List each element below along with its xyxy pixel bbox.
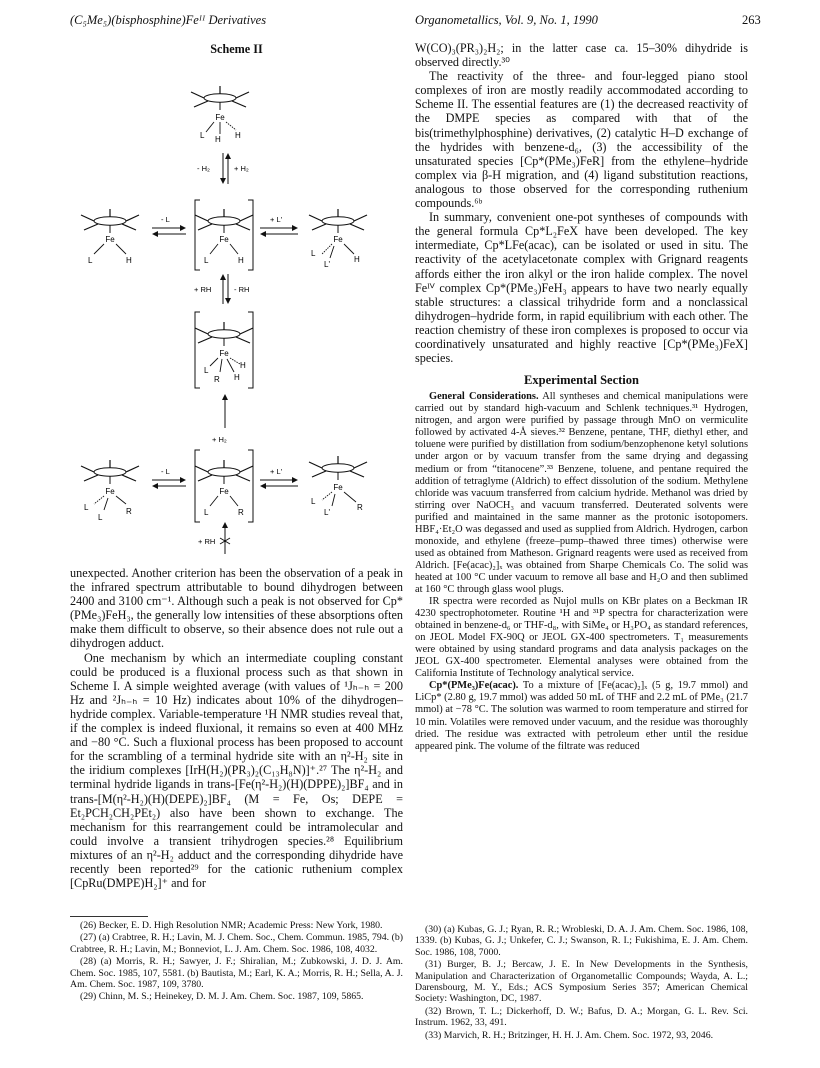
paragraph: One mechanism by which an intermediate coupling constant could be produced is a fluxional process such as that shown in Scheme I. A simple weighted average (with values of ¹Jₕ₋ₕ = 200 Hz and ²Jₕ₋ₕ = 10 Hz) indicates about 10% of the dihydrogen–hydride complex. Variable-temperature ¹H NMR studies reveal that, if the complex is indeed fluxional, it remains so even at 400 MHz and −80 °C. Such a fluxional process has been proposed to account for the scrambling of a terminal hydride site with an η²-H₂ site in the iridium complexes [IrH(H₂)(PR₃)₂(C₁₃H₈N)]⁺.²⁷ The η²-H₂ and terminal hydride ligands in trans-[Fe(η²-H₂)(H)(DPPE)₂]BF₄ and in trans-[M(η²-H₂)(H)(DEPE)₂]BF₄ (M = Fe, Os; DEPE = Et₂PCH₂CH₂PEt₂) also have been shown to exchange. The mechanism for this rearrangement could be intramolecular and could involve a transient trihydrogen species.²⁸ Equilibrium mixtures of an η²-H₂ adduct and the corresponding dihydride have recently been reported²⁹ for the cationic ruthenium complex [CpRu(DMPE)H₂]⁺ and for	[70, 650, 403, 891]
complex-row2-left	[81, 460, 139, 522]
running-header-journal: Organometallics, Vol. 9, No. 1, 1990	[415, 13, 598, 27]
footnotes-left	[70, 920, 403, 1004]
fe-atom: Fe	[105, 235, 115, 244]
ligand-l: L	[204, 508, 209, 517]
complex-row1-left	[81, 209, 139, 265]
footnote: (29) Chinn, M. S.; Heinekey, D. M. J. Am. Chem. Soc. 1987, 109, 5865.	[80, 991, 364, 1003]
paragraph-text: All syntheses and chemical manipulations were carried out by standard high-vacuum and Schlenk techniques.³¹ Hydrogen, nitrogen, and argon were purified by passage through MnO on vermiculite followed by activated 4-Å sieves.³² Benzene, pentane, THF, diethyl ether, and toluene were purified by distillation from sodium/benzophenone ketyl solutions under argon or by vacuum transfer from the same drying and degassing medium or from “titanocene”.³³ Benzene, toluene, and pentane required the addition of tetraglyme (Aldrich) to effect dissolution of the sodium. Methylene chloride was vacuum transferred from calcium hydride. Methanol was dried by stirring over NaOCH₃ and vacuum transferred. Deuterated solvents were purified and maintained in the same manner as the protonic isotopomers. HBF₄·Et₂O was degassed and used as supplied from Aldrich. Hydrogen, carbon monoxide, and ethylene (freeze–pump–thawed three times) otherwise were used as obtained from Matheson. Grignard reagents were used as received from Aldrich. [Fe(acac)₂]ₓ was obtained from Sharpe Chemicals Co. The solid was heated at 100 °C under vacuum to remove all base and H₂O and then sublimed at 160 °C through glass wool plugs.	[415, 391, 748, 595]
paragraph-ir: IR spectra were recorded as Nujol mulls on KBr plates on a Beckman IR 4230 spectrophotometer. Routine ¹H and ³¹P spectra for characterization were obtained in benzene-d₆ or THF-d₈, with SiMe₄ or H₃PO₄ as standard references, on JEOL Model FX-90Q or JEOL GX-400 spectrometers. T₁ measurements were obtained by using standard programs and data analysis packages on the JEOL GX-400 spectrometer. Elemental analyses were obtained from the California Institute of Technology analytical service.	[415, 596, 748, 680]
paragraph-text: To a mixture of [Fe(acac)₂]ₓ (5 g, 19.7 mmol) and LiCp* (2.80 g, 19.7 mmol) was added 50 mL of THF and 2.2 mL of PMe₃ (21.7 mmol) at −78 °C. The solution was warmed to room temperature and stirred for 10 min. Volatiles were removed under vacuum, and the residue was thoroughly dried. The residue was extracted with petroleum ether until the residue appeared pink. The volume of the filtrate was reduced	[415, 680, 748, 752]
complex-row1-right	[309, 209, 367, 269]
ligand-h: H	[354, 255, 360, 264]
footnote: (27) (a) Crabtree, R. H.; Lavin, M. J. Chem. Soc., Chem. Commun. 1985, 794. (b) Crabtree, R. H.; Lavin, M.; Bonneviot, L. J. Am. Chem. Soc. 1986, 108, 4032.	[70, 932, 403, 955]
ligand-h: H	[234, 373, 240, 382]
ligand-l: L	[204, 366, 209, 375]
ligand-r: R	[126, 507, 132, 516]
ligand-l: L	[84, 503, 89, 512]
footnote-rule	[70, 916, 148, 917]
ligand-h: H	[215, 135, 221, 144]
label-plus-h2: + H₂	[234, 164, 249, 173]
ligand-l: L	[98, 513, 103, 522]
ligand-l: L	[311, 249, 316, 258]
label-minus-h2: - H₂	[197, 164, 210, 173]
ligand-l: L	[200, 131, 205, 140]
ligand-r: R	[238, 508, 244, 517]
scheme-ii-diagram	[70, 58, 403, 563]
ligand-h: H	[235, 131, 241, 140]
complex-middle	[195, 322, 253, 384]
ligand-l: L	[88, 256, 93, 265]
ligand-lprime: L'	[324, 260, 330, 269]
label-plus-rh: + RH	[194, 285, 212, 294]
footnote: (31) Burger, B. J.; Bercaw, J. E. In New Developments in the Synthesis, Manipulation and Characterization of Organometallic Compounds; Wayda, A. L.; Darensbourg, M. Y., Eds.; ACS Symposium Series 357; American Chemical Society: Washington, DC, 1987.	[415, 959, 748, 1005]
paragraph: W(CO)₃(PR₃)₂H₂; in the latter case ca. 15–30% dihydride is observed directly.³⁰	[415, 41, 748, 70]
fe-atom: Fe	[219, 349, 229, 358]
ligand-h: H	[240, 361, 246, 370]
ligand-h: H	[126, 256, 132, 265]
ligand-l: L	[204, 256, 209, 265]
label-minus-l: - L	[161, 215, 170, 224]
complex-top	[191, 86, 249, 144]
ligand-r: R	[357, 503, 363, 512]
complex-row2-right	[309, 456, 367, 517]
paragraph: unexpected. Another criterion has been the observation of a peak in the infrared spectrum attributable to bound dihydrogen between 2400 and 3100 cm⁻¹. Although such a peak is not observed for Cp*(PMe₃)FeH₃, the generally low intensities of these absorptions often make them difficult to observe, so their absence does not rule out a dihydrogen adduct.	[70, 566, 403, 651]
footnote: (28) (a) Morris, R. H.; Sawyer, J. F.; Shiralian, M.; Zubkowski, J. D. J. Am. Chem. Soc. 1985, 107, 5581. (b) Bautista, M.; Earl, K. A.; Morris, R. H.; Sella, A. J. Am. Chem. Soc. 1987, 109, 3780.	[70, 956, 403, 991]
left-column-body	[70, 566, 403, 890]
run-in-heading: Cp*(PMe₃)Fe(acac).	[429, 680, 519, 692]
section-title: Experimental Section	[524, 373, 639, 388]
label-plus-h2-lower: + H₂	[212, 435, 227, 444]
fe-atom: Fe	[105, 487, 115, 496]
footnote: (33) Marvich, R. H.; Britzinger, H. H. J. Am. Chem. Soc. 1972, 93, 2046.	[425, 1029, 714, 1041]
footnote: (32) Brown, T. L.; Dickerhoff, D. W.; Bafus, D. A.; Morgan, G. L. Rev. Sci. Instrum. 1962, 33, 491.	[415, 1005, 748, 1029]
complex-row2-center	[195, 460, 253, 517]
footnotes-right	[415, 924, 748, 1042]
label-plus-lprime: + L'	[270, 215, 283, 224]
fe-atom: Fe	[219, 487, 229, 496]
running-header-left: (C₅Me₅)(bisphosphine)Feᴵᴵ Derivatives	[70, 13, 267, 27]
paragraph-preparation	[415, 680, 748, 752]
label-minus-l-lower: - L	[161, 467, 170, 476]
page-number: 263	[742, 13, 761, 27]
ligand-h: H	[238, 256, 244, 265]
paragraph: In summary, convenient one-pot syntheses of compounds with the general formula Cp*L₂FeX have been developed. The key intermediate, Cp*LFe(acac), can be isolated or used in situ. The reactivity of the acetylacetonate complex with Grignard reagents affords either the iron alkyl or the iron halide complex. The novel Feᴵⱽ complex Cp*(PMe₃)FeH₃ appears to have two nearly equally stable structures: a classical trihydride form and a nonclassical dihydrogen–hydride form, in rapid equilibrium with each other. The reaction chemistry of these iron complexes is proposed to occur via coordinatively unsaturated and highly reactive [Cp*(PMe₃)FeX] species.	[415, 210, 748, 366]
paragraph-general-considerations	[415, 391, 748, 596]
fe-atom: Fe	[333, 235, 343, 244]
fe-atom: Fe	[215, 113, 225, 122]
label-plus-rh-lower: + RH	[198, 537, 216, 546]
paragraph: The reactivity of the three- and four-legged piano stool complexes of iron are mostly readily accommodated according to Scheme II. The essential features are (1) the decreased reactivity of the DMPE species as compared with that of the bis(trimethylphosphine) derivatives, (2) catalytic H–D exchange of the hydrides with benzene-d₆, (3) the accessibility of the unsaturated species [Cp*(PMe₃)FeR] from the ethylene–hydride complex via β-H migration, and (4) ligand substitution reactions, analogous to those observed for the corresponding ruthenium compounds.⁶ᵇ	[415, 69, 748, 211]
footnote: (30) (a) Kubas, G. J.; Ryan, R. R.; Wrobleski, D. A. J. Am. Chem. Soc. 1986, 108, 1339. (b) Kubas, G. J.; Unkefer, C. J.; Swanson, R. I.; Fukishima, E. J. Am. Chem. Soc. 1986, 108, 7000.	[415, 924, 748, 958]
fe-atom: Fe	[219, 235, 229, 244]
label-plus-lprime-lower: + L'	[270, 467, 283, 476]
run-in-heading: General Considerations.	[429, 391, 539, 403]
ligand-lprime: L'	[324, 508, 330, 517]
right-column-body	[415, 41, 748, 753]
scheme-title: Scheme II	[210, 42, 263, 56]
fe-atom: Fe	[333, 483, 343, 492]
complex-row1-center	[195, 209, 253, 265]
ligand-l: L	[311, 497, 316, 506]
footnote: (26) Becker, E. D. High Resolution NMR; Academic Press: New York, 1980.	[80, 920, 383, 931]
label-minus-rh: - RH	[234, 285, 250, 294]
ligand-r: R	[214, 375, 220, 384]
